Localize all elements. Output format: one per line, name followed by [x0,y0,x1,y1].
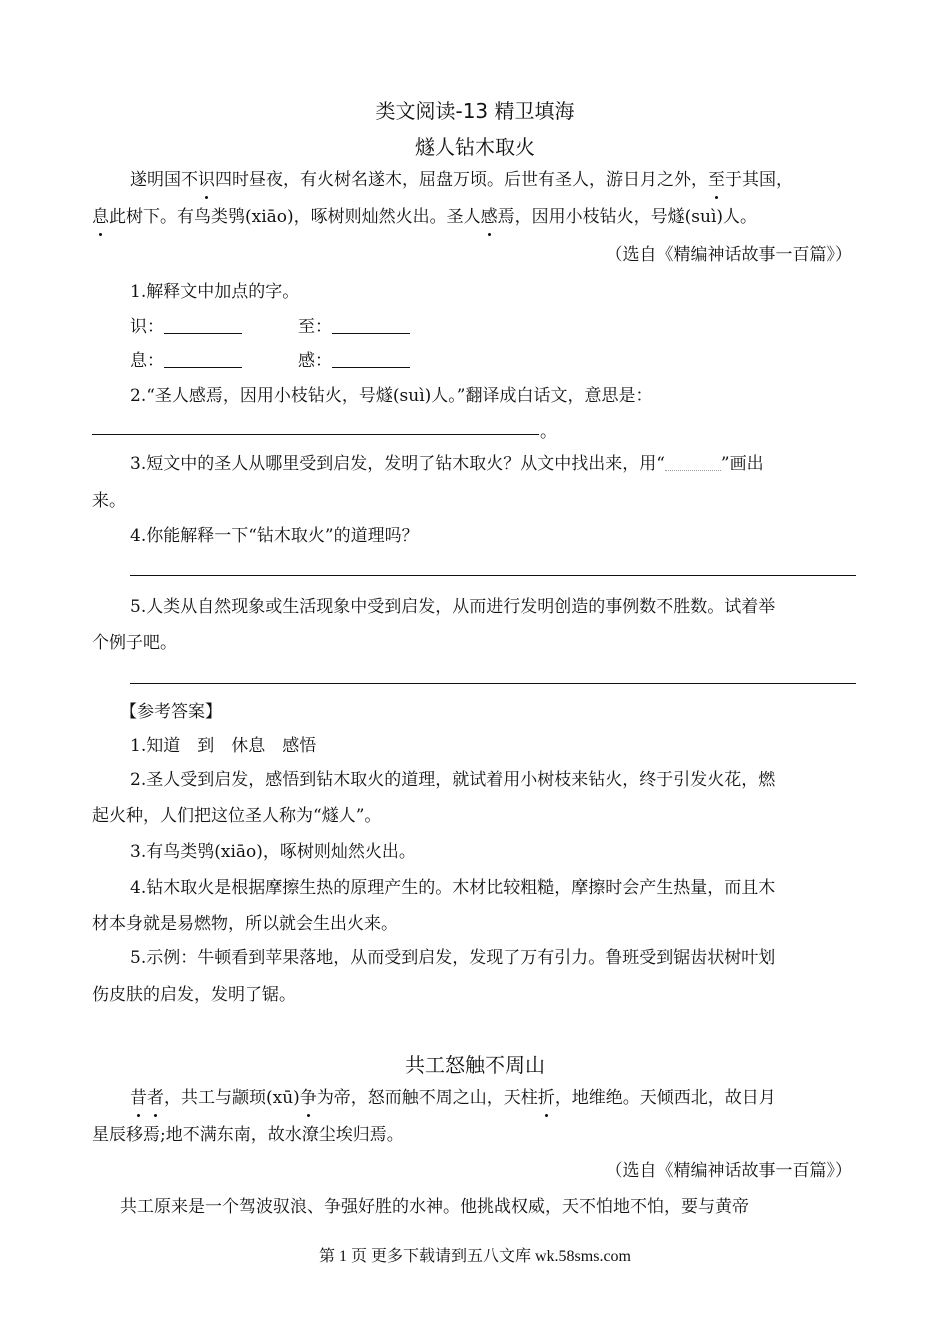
section1-paragraph-line2: 息此树下。有鸟类鸮(xiāo)，啄树则灿然火出。圣人感焉，因用小枝钻火，号燧(suì)人。 [92,207,758,227]
answers-heading: 【参考答案】 [120,702,222,722]
section2-title: 共工怒触不周山 [405,1053,545,1077]
question-2: 2.“圣人感焉，因用小枝钻火，号燧(suì)人。”翻译成白话文，意思是： [130,386,653,406]
dotted-char-gan: 感 [480,207,498,227]
question-5-line1: 5.人类从自然现象或生活现象中受到启发，从而进行发明创造的事例数不胜数。试着举 [130,597,776,617]
answer-line [130,683,856,684]
dotted-char-shi: 识 [198,170,215,190]
dotted-char-zhi: 至 [708,170,725,190]
answer-line [92,434,539,435]
dotted-char-xi2: 昔 [130,1088,147,1108]
answer-4-line2: 材本身就是易燃物，所以就会生出火来。 [92,914,398,934]
section2-paragraph2-line1: 共工原来是一个驾波驭浪、争强好胜的水神。他挑战权威，天不怕地不怕，要与黄帝 [120,1197,749,1217]
dotted-char-zhe2: 折 [537,1088,555,1108]
answer-blank [332,351,410,368]
answer-blank [164,317,242,334]
section1-source: （选自《精编神话故事一百篇》） [605,245,852,265]
answer-blank [164,351,242,368]
question-4: 4.你能解释一下“钻木取火”的道理吗？ [130,526,419,546]
section2-paragraph-line1: 昔者，共工与颛顼(xū)争为帝，怒而触不周之山，天柱折，地维绝。天倾西北，故日月 [130,1088,776,1108]
answer-5-line1: 5.示例：牛顿看到苹果落地，从而受到启发，发现了万有引力。鲁班受到锯齿状树叶划 [130,948,776,968]
dotted-char-xi: 息 [92,207,109,227]
wavy-line-mark [665,458,721,471]
answer-1: 1.知道 到 休息 感悟 [130,736,317,756]
answer-3: 3.有鸟类鸮(xiāo)，啄树则灿然火出。 [130,842,416,862]
answer-blank [332,317,410,334]
question-1-row2: 息： 感： [130,349,862,373]
question-1: 1.解释文中加点的字。 [130,282,300,302]
dotted-char-zheng: 争 [299,1088,317,1108]
section2-paragraph-line2: 星辰移焉;地不满东南，故水潦尘埃归焉。 [92,1125,404,1145]
question-3-line1: 3.短文中的圣人从哪里受到启发，发明了钻木取火？从文中找出来，用“ ”画出 [130,454,764,474]
answer-4-line1: 4.钻木取火是根据摩擦生热的原理产生的。木材比较粗糙，摩擦时会产生热量，而且木 [130,878,776,898]
section2-source: （选自《精编神话故事一百篇》） [605,1161,852,1181]
question-2-end: 。 [540,422,557,442]
page-footer: 第 1 页 更多下载请到五八文库 wk.58sms.com [318,1248,631,1265]
answer-5-line2: 伤皮肤的启发，发明了锯。 [92,985,296,1005]
section1-paragraph-line1: 遂明国不识四时昼夜，有火树名遂木，屈盘万顷。后世有圣人，游日月之外，至于其国， [130,170,793,190]
page-title: 类文阅读-13 精卫填海 [375,99,575,123]
answer-line [130,575,856,576]
question-3-line2: 来。 [92,491,126,511]
answer-2-line2: 起火种，人们把这位圣人称为“燧人”。 [92,806,382,826]
question-5-line2: 个例子吧。 [92,633,177,653]
dotted-char-zhe: 者 [147,1088,164,1108]
question-1-row1: 识： 至： [130,315,862,339]
answer-2-line1: 2.圣人受到启发，感悟到钻木取火的道理，就试着用小树枝来钻火，终于引发火花，燃 [130,770,776,790]
section1-title: 燧人钻木取火 [415,135,535,159]
